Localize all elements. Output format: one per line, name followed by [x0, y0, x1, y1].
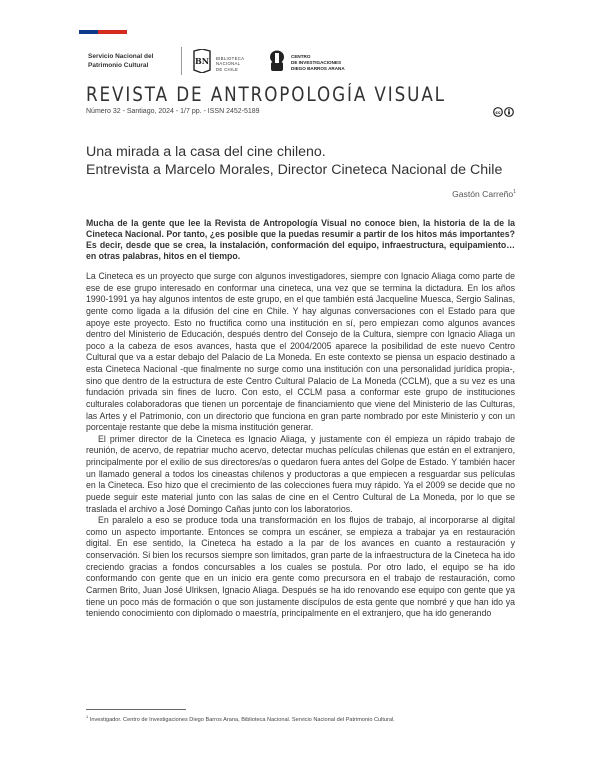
header-divider	[181, 47, 182, 75]
biblioteca-nacional-logo	[191, 49, 213, 73]
creative-commons-icon	[493, 107, 515, 117]
cida-logo	[267, 50, 287, 72]
svg-text:BN: BN	[194, 56, 210, 66]
article-body	[86, 271, 515, 620]
svg-text:cc: cc	[495, 111, 501, 116]
biblioteca-nacional-label: BIBLIOTECA NACIONAL DE CHILE	[216, 56, 245, 72]
journal-title: REVISTA DE ANTROPOLOGÍA VISUAL	[86, 83, 446, 106]
article-title: Una mirada a la casa del cine chileno. Entrevista a Marcelo Morales, Director Cineteca Nacional de Chile	[86, 144, 503, 178]
footnote-rule	[86, 709, 186, 710]
flag-red-segment	[98, 30, 127, 34]
footnote: $^1$ Investigador. Centro de Investigaciones Diego Barros Arana, Biblioteca Nacional. Servicio Nacional del Patrimonio Cultural.	[86, 714, 395, 723]
flag-blue-segment	[79, 30, 98, 34]
chile-flag-bar	[79, 30, 127, 34]
abstract-question: Mucha de la gente que lee la Revista de Antropología Visual no conoce bien, la historia de la de la Cineteca Nacional. Por tanto, ¿es posible que la puedas resumir a partir de los hitos más importantes? Es decir, desde que se crea, la instalación, conformación del equipo, infraestructura, equipamiento… en otras palabras, hitos en el tiempo.	[86, 218, 515, 262]
institution-name: Servicio Nacional del Patrimonio Cultural	[88, 53, 154, 69]
paragraph: El primer director de la Cineteca es Ignacio Aliaga, y justamente con él empieza un rápido trabajo de reunión, de acervo, de repatriar mucho acervo, detectar muchas películas chilenas que están en el extranjero, principalmente por el exilio de sus directores/as o quedaron fuera antes del Golpe de Estado. Y también hacer un llamado general a todos los cineastas chilenos y productoras a que empiecen a resguardar sus películas en la Cineteca. Eso hizo que el crecimiento de las colecciones fuera muy rápido. Ya el 2009 se decide que no puede seguir este material junto con las salas de cine en el Centro Cultural de La Moneda, por lo que se traslada el archivo a José Domingo Cañas junto con los laboratorios.	[86, 433, 515, 514]
cida-label: CENTRO DE INVESTIGACIONES DIEGO BARROS ARANA	[291, 54, 345, 71]
paragraph: La Cineteca es un proyecto que surge con algunos investigadores, siempre con Ignacio Aliaga como parte de ese de ese grupo interesado en conformar una cineteca, una vez que se termina la dictadura. En los años 1990-1991 ya hay algunos intentos de este grupo, en el que también está Jacqueline Muesca, Sergio Salinas, gente como ligada a la difusión del cine en Chile. Y hay algunas conversaciones con el Estado para que apoye este proyecto. Esto no fructifica como una institución en sí, pero empiezan como algunos avances dentro del Ministerio de Educación, después dentro del Consejo de la Cultura, siempre con Ignacio Aliaga un poco a la cabeza de esos avances, hasta que el 2004/2005 aparece la posibilidad de este nuevo Centro Cultural que va a estar debajo del Palacio de La Moneda. En este contexto se piensa un espacio destinado a esta Cineteca Nacional -que finalmente no surge como una institución con una personalidad jurídica propia-, sino que dentro de la estructura de este Centro Cultural Palacio de La Moneda (CCLM), que a su vez es una fundación privada sin fines de lucro. Con esto, el CCLM pasa a conformar este grupo de instituciones culturales colaboradoras que tienen un porcentaje de financiamiento que viene del Ministerio de las Culturas, las Artes y el Patrimonio, con un directorio que funciona en gran parte nombrado por este Ministerio y con un porcentaje restante que debe la misma institución generar.	[86, 271, 515, 433]
paragraph: En paralelo a eso se produce toda una transformación en los flujos de trabajo, al incorporarse al digital como un aspecto importante. Entonces se compra un escáner, se empieza a trabajar ya en restauración digital. En ese sentido, la Cineteca ha estado a la par de los avances en cuanto a restauración y conservación. Si bien los recursos siempre son limitados, gran parte de la infraestructura de la Cineteca ha ido creciendo gracias a fondos concursables a los cuales se postula. Por otro lado, el equipo se ha ido conformando con gente que en un inicio era gente como precursora en el trabajo de restauración, como Carmen Brito, Juan José Ulriksen, Ignacio Aliaga. Después se ha ido renovando ese equipo con gente que ya tiene un poco más de formación o que son justamente discípulos de esta gente que nombré y que han ido ya teniendo conocimiento con diplomado o maestría, principalmente en el extranjero, que ha ido generando	[86, 515, 515, 619]
issue-info: Número 32 - Santiago, 2024 - 1/7 pp. - ISSN 2452-5189	[86, 108, 260, 115]
article-author: Gastón Carreño$^1$	[452, 189, 516, 199]
